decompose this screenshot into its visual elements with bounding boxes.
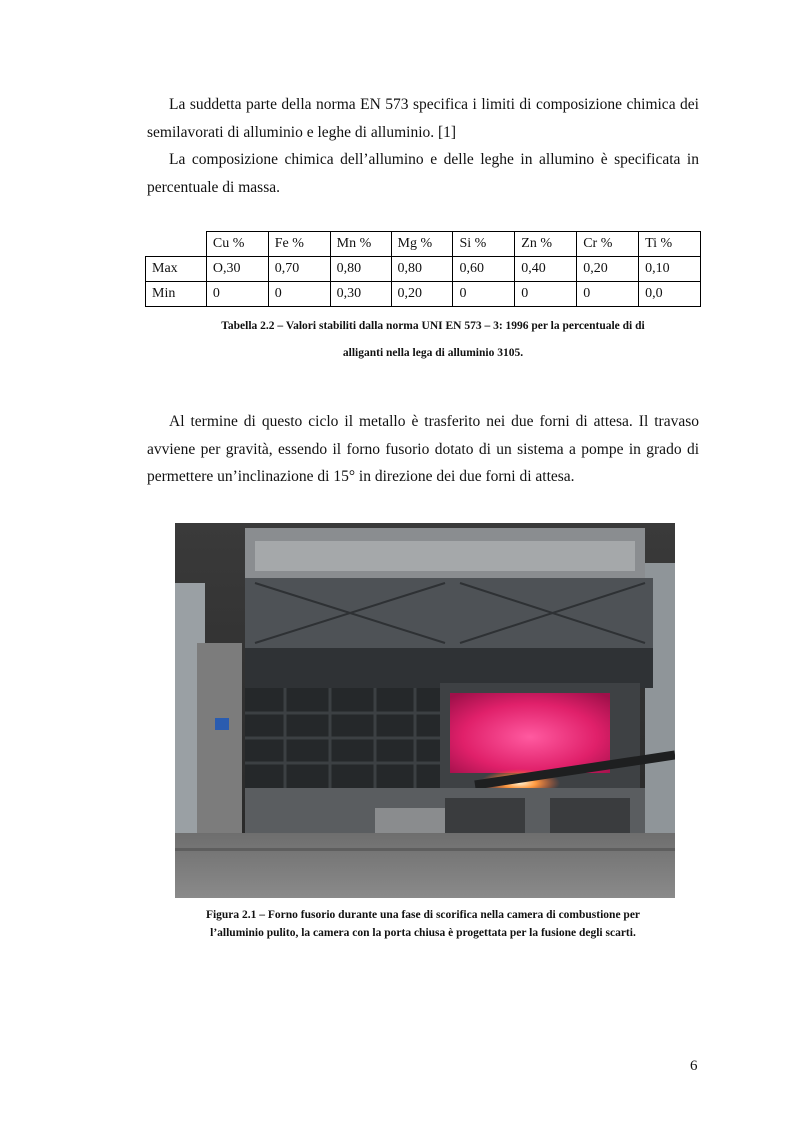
table-cell: O,30 bbox=[206, 257, 268, 282]
paragraph-norm-scope: La suddetta parte della norma EN 573 specifica i limiti di composizione chimica dei semilavorati di alluminio e leghe di alluminio. [1] bbox=[147, 96, 699, 141]
paragraph-mass-percentage: La composizione chimica dell’allumino e delle leghe in allumino è specificata in percentuale di massa. bbox=[147, 151, 699, 196]
paragraph-transfer: Al termine di questo ciclo il metallo è trasferito nei due forni di attesa. Il travaso avviene per gravità, essendo il forno fusorio dotato di un sistema a pompe in grado di permettere un’inclinazione di 15° in direzione dei due forni di attesa. bbox=[147, 413, 699, 485]
table-cell: 0 bbox=[515, 282, 577, 307]
table-header-cell: Mn % bbox=[330, 232, 391, 257]
table-row-max bbox=[146, 257, 701, 282]
table-row-label: Min bbox=[146, 282, 207, 307]
table-header-cell: Cu % bbox=[206, 232, 268, 257]
composition-table bbox=[145, 231, 701, 307]
table-cell: 0 bbox=[577, 282, 639, 307]
table-header-cell: Cr % bbox=[577, 232, 639, 257]
table-header-cell: Mg % bbox=[391, 232, 453, 257]
page-number: 6 bbox=[690, 1058, 698, 1074]
table-cell: 0,20 bbox=[391, 282, 453, 307]
table-cell: 0,80 bbox=[330, 257, 391, 282]
table-header-row bbox=[146, 232, 701, 257]
figure-caption: Figura 2.1 – Forno fusorio durante una fase di scorifica nella camera di combustione per l’alluminio pulito, la camera con la porta chiusa è progettata per la fusione degli scarti. bbox=[205, 909, 641, 939]
table-cell: 0,20 bbox=[577, 257, 639, 282]
table-cell: 0,10 bbox=[639, 257, 701, 282]
table-cell: 0,70 bbox=[268, 257, 330, 282]
table-header-cell: Si % bbox=[453, 232, 515, 257]
table-cell: 0,0 bbox=[639, 282, 701, 307]
table-cell: 0,60 bbox=[453, 257, 515, 282]
table-header-cell: Zn % bbox=[515, 232, 577, 257]
table-cell: 0 bbox=[453, 282, 515, 307]
table-cell: 0 bbox=[206, 282, 268, 307]
table-cell: 0,80 bbox=[391, 257, 453, 282]
table-cell: 0,40 bbox=[515, 257, 577, 282]
table-corner-cell bbox=[146, 232, 207, 257]
table-header-cell: Ti % bbox=[639, 232, 701, 257]
table-cell: 0 bbox=[268, 282, 330, 307]
table-header-cell: Fe % bbox=[268, 232, 330, 257]
table-row-min bbox=[146, 282, 701, 307]
table-cell: 0,30 bbox=[330, 282, 391, 307]
furnace-photo bbox=[175, 523, 675, 898]
table-row-label: Max bbox=[146, 257, 207, 282]
table-caption: Tabella 2.2 – Valori stabiliti dalla norma UNI EN 573 – 3: 1996 per la percentuale di di alliganti nella lega di alluminio 3105. bbox=[221, 320, 645, 359]
